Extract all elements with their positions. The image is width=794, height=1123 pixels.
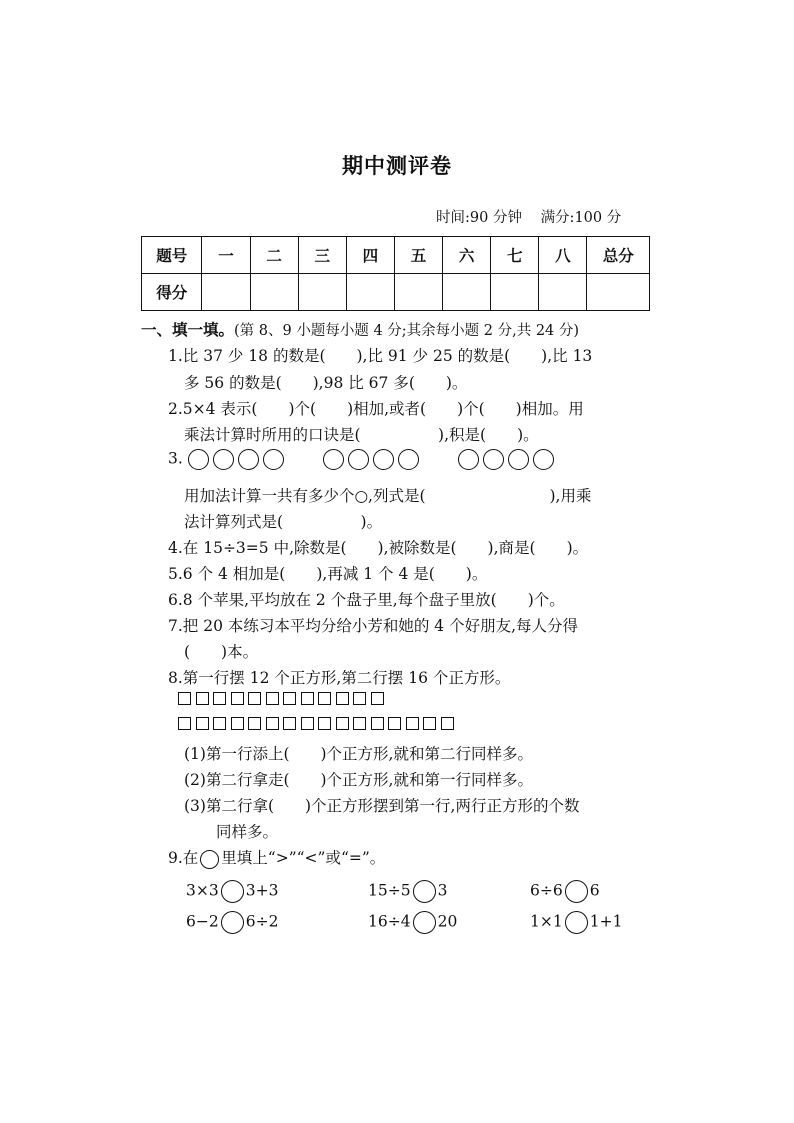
circle-group	[323, 449, 423, 470]
square-icon	[301, 717, 314, 730]
circle-icon	[508, 449, 529, 470]
compare-left: 15÷5	[368, 881, 411, 900]
q9-prefix: 9.在	[168, 849, 199, 867]
square-icon	[441, 717, 454, 730]
compare-right: 3+3	[245, 881, 279, 900]
score-cell[interactable]	[298, 274, 346, 311]
circle-icon	[533, 449, 554, 470]
square-icon	[178, 717, 191, 730]
square-icon	[353, 692, 366, 705]
answer-circle[interactable]	[221, 880, 244, 903]
score-cell[interactable]	[346, 274, 394, 311]
exam-meta	[436, 206, 621, 227]
question-line: (2)第二行拿走( )个正方形,就和第一行同样多。	[184, 771, 533, 789]
compare-item	[368, 880, 447, 903]
square-icon	[213, 717, 226, 730]
score-cell[interactable]	[443, 274, 491, 311]
question-line: 2.5×4 表示( )个( )相加,或者( )个( )相加。用	[168, 400, 584, 418]
compare-item	[186, 911, 278, 934]
question-line: 5.6 个 4 相加是( ),再减 1 个 4 是( )。	[168, 565, 488, 583]
section-note: (第 8、9 小题每小题 4 分;其余每小题 2 分,共 24 分)	[234, 323, 580, 339]
answer-circle[interactable]	[221, 911, 244, 934]
question-line: 同样多。	[216, 823, 279, 841]
compare-right: 1+1	[589, 912, 623, 931]
square-icon	[283, 692, 296, 705]
circle-icon	[458, 449, 479, 470]
question-line: 4.在 15÷3=5 中,除数是( ),被除数是( ),商是( )。	[168, 539, 589, 557]
square-icon	[231, 717, 244, 730]
circle-group	[458, 449, 558, 470]
answer-circle[interactable]	[565, 880, 588, 903]
compare-left: 6−2	[186, 912, 219, 931]
compare-left: 3×3	[186, 881, 219, 900]
square-icon	[213, 692, 226, 705]
square-icon	[248, 692, 261, 705]
compare-left: 6÷6	[530, 881, 563, 900]
square-icon	[318, 717, 331, 730]
score-cell[interactable]	[587, 274, 650, 311]
score-header-cell: 六	[443, 237, 491, 274]
square-icon	[266, 717, 279, 730]
square-icon	[336, 692, 349, 705]
compare-left: 16÷4	[368, 912, 411, 931]
square-icon	[423, 717, 436, 730]
compare-item	[530, 880, 600, 903]
question-line: 多 56 的数是( ),98 比 67 多( )。	[184, 374, 468, 392]
score-cell[interactable]	[539, 274, 587, 311]
square-icon	[196, 692, 209, 705]
square-row-1	[178, 692, 388, 708]
question-line: 8.第一行摆 12 个正方形,第二行摆 16 个正方形。	[168, 669, 511, 687]
square-icon	[318, 692, 331, 705]
square-row-2	[178, 717, 458, 733]
question-line: 用加法计算一共有多少个○,列式是( ),用乘	[184, 487, 592, 505]
compare-right: 20	[437, 912, 458, 931]
compare-right: 6÷2	[245, 912, 279, 931]
circle-icon	[213, 449, 234, 470]
score-table	[141, 236, 650, 311]
question-number: 3.	[168, 449, 183, 468]
q9-instruction	[168, 846, 385, 869]
square-icon	[371, 717, 384, 730]
circle-icon	[200, 850, 219, 869]
square-icon	[248, 717, 261, 730]
page-title: 期中测评卷	[342, 154, 452, 178]
compare-left: 1×1	[530, 912, 563, 931]
score-header-cell: 总分	[587, 237, 650, 274]
q9-suffix: 里填上“>”“<”或“=”。	[221, 849, 386, 867]
time-limit: 时间:90 分钟	[436, 210, 522, 226]
square-icon	[406, 717, 419, 730]
square-icon	[283, 717, 296, 730]
circle-group	[188, 449, 288, 470]
compare-item	[186, 880, 278, 903]
score-header-cell: 三	[298, 237, 346, 274]
score-header-cell: 二	[250, 237, 298, 274]
full-score: 满分:100 分	[540, 210, 622, 226]
circle-icon	[398, 449, 419, 470]
section-heading	[141, 318, 579, 340]
score-header-cell: 七	[491, 237, 539, 274]
circle-icon	[483, 449, 504, 470]
square-icon	[388, 717, 401, 730]
question-line: 法计算列式是( )。	[184, 513, 383, 531]
square-icon	[196, 717, 209, 730]
question-line: ( )本。	[184, 643, 259, 661]
square-icon	[336, 717, 349, 730]
score-cell[interactable]	[202, 274, 250, 311]
compare-right: 3	[437, 881, 448, 900]
circle-icon	[373, 449, 394, 470]
square-icon	[178, 692, 191, 705]
circle-icon	[188, 449, 209, 470]
circle-icon	[323, 449, 344, 470]
score-header-cell: 四	[346, 237, 394, 274]
score-cell[interactable]	[394, 274, 442, 311]
score-header-cell: 八	[539, 237, 587, 274]
question-line: (1)第一行添上( )个正方形,就和第二行同样多。	[184, 745, 533, 763]
score-row-label: 得分	[142, 274, 202, 311]
question-line: 乘法计算时所用的口诀是( ),积是( )。	[184, 426, 539, 444]
answer-circle[interactable]	[413, 880, 436, 903]
score-table-header-row	[142, 237, 650, 274]
compare-item	[368, 911, 457, 934]
circle-icon	[348, 449, 369, 470]
score-header-cell: 一	[202, 237, 250, 274]
score-header-cell: 题号	[142, 237, 202, 274]
answer-circle[interactable]	[413, 911, 436, 934]
question-line: 1.比 37 少 18 的数是( ),比 91 少 25 的数是( ),比 13	[168, 347, 593, 365]
answer-circle[interactable]	[565, 911, 588, 934]
circle-icon	[238, 449, 259, 470]
circle-icon	[263, 449, 284, 470]
score-header-cell: 五	[394, 237, 442, 274]
score-cell[interactable]	[250, 274, 298, 311]
square-icon	[301, 692, 314, 705]
question-line: 7.把 20 本练习本平均分给小芳和她的 4 个好朋友,每人分得	[168, 617, 579, 635]
square-icon	[231, 692, 244, 705]
square-icon	[266, 692, 279, 705]
question-line: (3)第二行拿( )个正方形摆到第一行,两行正方形的个数	[184, 797, 580, 815]
compare-right: 6	[589, 881, 600, 900]
score-cell[interactable]	[491, 274, 539, 311]
square-icon	[371, 692, 384, 705]
question-line: 6.8 个苹果,平均放在 2 个盘子里,每个盘子里放( )个。	[168, 591, 565, 609]
compare-item	[530, 911, 622, 934]
score-table-score-row	[142, 274, 650, 311]
section-label: 一、填一填。	[141, 321, 235, 339]
circle-groups	[168, 449, 558, 470]
square-icon	[353, 717, 366, 730]
